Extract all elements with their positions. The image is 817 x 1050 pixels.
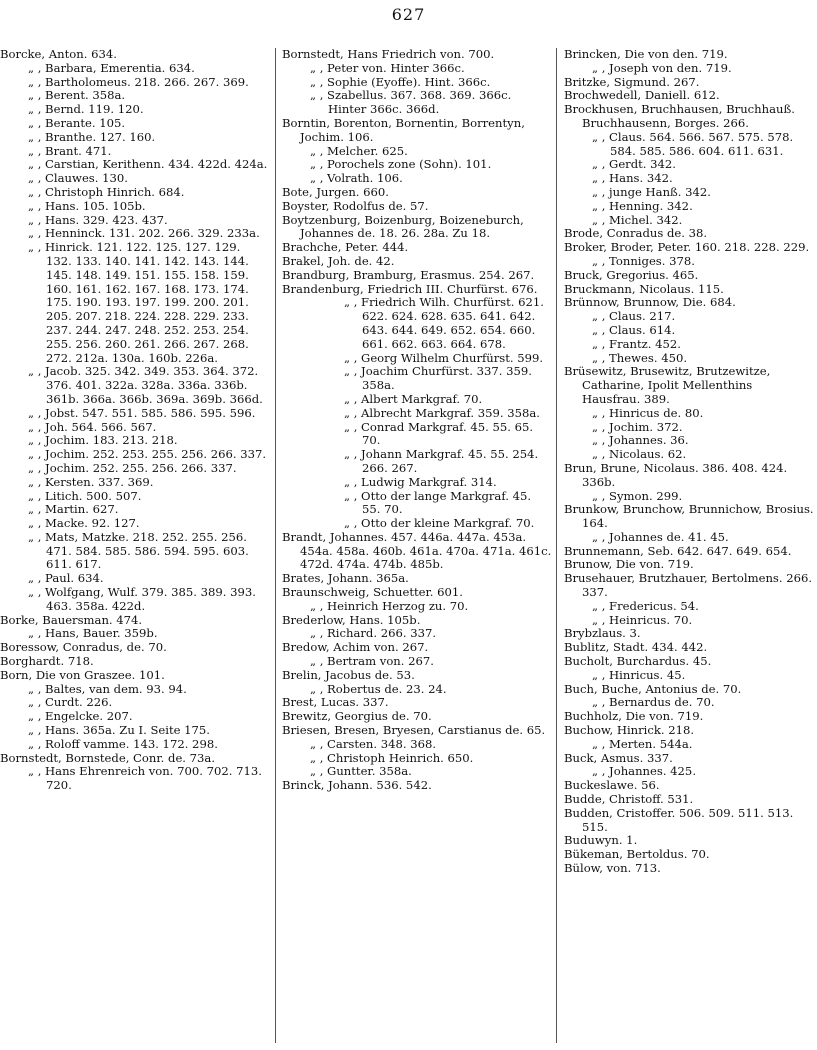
index-entry: Brode, Conradus de. 38. bbox=[564, 226, 708, 241]
index-entry: Bublitz, Stadt. 434. 442. bbox=[564, 640, 708, 655]
index-entry: „ , Georg Wilhelm Churfürst. 599. bbox=[344, 350, 544, 365]
index-entry: Brüsewitz, Brusewitz, Brutzewitze, Catharine, Ipolit Mellenthins Hausfrau. 389. bbox=[564, 364, 771, 406]
index-entry: „ , junge Hanß. 342. bbox=[592, 184, 711, 199]
index-entry: „ , Branthe. 127. 160. bbox=[28, 129, 156, 144]
index-entry: Brelin, Jacobus de. 53. bbox=[282, 667, 415, 682]
index-entry: „ , Bertram von. 267. bbox=[310, 654, 434, 669]
index-entry: Boytzenburg, Boizenburg, Boizeneburch, Johannes de. 18. 26. 28a. Zu 18. bbox=[282, 212, 524, 241]
index-entry: Brunkow, Brunchow, Brunnichow, Brosius. 164. bbox=[564, 502, 814, 531]
index-entry: „ , Peter von. Hinter 366c. bbox=[310, 60, 465, 75]
index-entry: Bucholt, Burchardus. 45. bbox=[564, 654, 712, 669]
index-entry: Brederlow, Hans. 105b. bbox=[282, 612, 421, 627]
index-entry: Bruck, Gregorius. 465. bbox=[564, 267, 699, 282]
index-entry: „ , Berent. 358a. bbox=[28, 88, 126, 103]
index-entry: „ , Wolfgang, Wulf. 379. 385. 389. 393. 463. 358a. 422d. bbox=[28, 585, 256, 613]
index-entry: „ , Melcher. 625. bbox=[310, 143, 408, 158]
index-entry: „ , Otto der lange Markgraf. 45. 55. 70. bbox=[344, 488, 532, 517]
index-entry: Bükeman, Bertoldus. 70. bbox=[564, 847, 710, 862]
index-entry: „ , Roloff vamme. 143. 172. 298. bbox=[28, 736, 218, 751]
index-column-2 bbox=[282, 48, 552, 793]
index-entry: „ , Michel. 342. bbox=[592, 212, 683, 227]
index-entry: „ , Clauwes. 130. bbox=[28, 171, 128, 186]
index-entry: Brandburg, Bramburg, Erasmus. 254. 267. bbox=[282, 267, 535, 282]
index-entry: „ , Bernardus de. 70. bbox=[592, 695, 715, 710]
index-entry: „ , Jochim. 252. 255. 256. 266. 337. bbox=[28, 460, 237, 475]
index-entry: „ , Szabellus. 367. 368. 369. 366c. Hinter 366c. 366d. bbox=[310, 88, 512, 117]
index-entry: „ , Volrath. 106. bbox=[310, 171, 403, 186]
index-entry: „ , Claus. 564. 566. 567. 575. 578. 584. 585. 586. 604. 611. 631. bbox=[592, 129, 794, 158]
index-entry: Borke, Bauersman. 474. bbox=[0, 612, 143, 627]
index-entry: Brest, Lucas. 337. bbox=[282, 695, 389, 710]
index-entry: „ , Christoph Heinrich. 650. bbox=[310, 750, 474, 765]
index-entry: „ , Mats, Matzke. 218. 252. 255. 256. 471. 584. 585. 586. 594. 595. 603. 611. 617. bbox=[28, 529, 249, 572]
index-entry: „ , Hans. 365a. Zu I. Seite 175. bbox=[28, 723, 210, 738]
index-entry: „ , Claus. 614. bbox=[592, 322, 676, 337]
index-entry: Brusehauer, Brutzhauer, Bertolmens. 266. 337. bbox=[564, 571, 813, 600]
index-entry: „ , Macke. 92. 127. bbox=[28, 516, 140, 531]
index-entry: „ , Claus. 217. bbox=[592, 309, 676, 324]
index-entry: Britzke, Sigmund. 267. bbox=[564, 74, 700, 89]
index-entry: Borntin, Borenton, Bornentin, Borrentyn, Jochim. 106. bbox=[282, 115, 525, 144]
index-entry: „ , Johannes. 425. bbox=[592, 764, 696, 779]
index-entry: Bredow, Achim von. 267. bbox=[282, 640, 429, 655]
index-entry: „ , Symon. 299. bbox=[592, 488, 683, 503]
index-entry: Brakel, Joh. de. 42. bbox=[282, 253, 395, 268]
index-entry: Bote, Jurgen. 660. bbox=[282, 184, 389, 199]
index-entry: „ , Richard. 266. 337. bbox=[310, 626, 437, 641]
index-entry: „ , Hans. 329. 423. 437. bbox=[28, 212, 168, 227]
column-divider bbox=[556, 48, 557, 1043]
index-entry: „ , Jacob. 325. 342. 349. 353. 364. 372. 376. 401. 322a. 328a. 336a. 336b. 361b. 366a. 366b. 369a. 369b. 366d. bbox=[28, 364, 263, 406]
index-entry: Brunow, Die von. 719. bbox=[564, 557, 694, 572]
index-entry: Broker, Broder, Peter. 160. 218. 228. 229. bbox=[564, 240, 810, 255]
index-entry: „ , Joseph von den. 719. bbox=[592, 60, 732, 75]
index-entry: „ , Robertus de. 23. 24. bbox=[310, 681, 447, 696]
index-entry: „ , Litich. 500. 507. bbox=[28, 488, 142, 503]
index-entry: „ , Hans. 105. 105b. bbox=[28, 198, 146, 213]
index-entry: „ , Christoph Hinrich. 684. bbox=[28, 184, 185, 199]
index-entry: „ , Joachim Churfürst. 337. 359. 358a. bbox=[344, 364, 532, 393]
index-entry: „ , Henninck. 131. 202. 266. 329. 233a. bbox=[28, 226, 260, 241]
index-entry: „ , Sophie (Eyoffe). Hint. 366c. bbox=[310, 74, 491, 89]
index-entry: „ , Curdt. 226. bbox=[28, 695, 113, 710]
index-entry: Buch, Buche, Antonius de. 70. bbox=[564, 681, 742, 696]
index-entry: Buchholz, Die von. 719. bbox=[564, 709, 704, 724]
index-entry: „ , Baltes, van dem. 93. 94. bbox=[28, 681, 187, 696]
index-entry: „ , Hans, Bauer. 359b. bbox=[28, 626, 158, 641]
index-entry: Brockhusen, Bruchhausen, Bruchhauß. Bruchhausenn, Borges. 266. bbox=[564, 102, 795, 130]
index-entry: „ , Heinricus. 70. bbox=[592, 612, 693, 627]
index-entry: Brates, Johann. 365a. bbox=[282, 571, 409, 586]
index-entry: Buduwyn. 1. bbox=[564, 833, 638, 848]
index-entry: Brünnow, Brunnow, Die. 684. bbox=[564, 295, 736, 310]
index-entry: „ , Brant. 471. bbox=[28, 143, 112, 158]
index-entry: Buck, Asmus. 337. bbox=[564, 750, 673, 765]
index-entry: „ , Jochim. 183. 213. 218. bbox=[28, 433, 178, 448]
index-entry: „ , Engelcke. 207. bbox=[28, 709, 133, 724]
index-entry: Borcke, Anton. 634. bbox=[0, 47, 117, 61]
index-entry: „ , Fredericus. 54. bbox=[592, 598, 699, 613]
index-entry: „ , Friedrich Wilh. Churfürst. 621. 622. 624. 628. 635. 641. 642. 643. 644. 649. 652. 654. 660. 661. 662. 663. 664. 678. bbox=[344, 295, 544, 351]
index-entry: „ , Jochim. 372. bbox=[592, 419, 683, 434]
index-entry: „ , Frantz. 452. bbox=[592, 336, 681, 351]
index-entry: „ , Bernd. 119. 120. bbox=[28, 102, 144, 117]
index-entry: „ , Johannes. 36. bbox=[592, 433, 689, 448]
index-entry: „ , Martin. 627. bbox=[28, 502, 119, 517]
index-entry: „ , Nicolaus. 62. bbox=[592, 447, 687, 462]
index-entry: „ , Heinrich Herzog zu. 70. bbox=[310, 598, 469, 613]
page-number: 627 bbox=[391, 5, 426, 24]
index-entry: Brybzlaus. 3. bbox=[564, 626, 641, 641]
index-entry: „ , Ludwig Markgraf. 314. bbox=[344, 474, 497, 489]
index-entry: „ , Jochim. 252. 253. 255. 256. 266. 337. bbox=[28, 447, 267, 462]
index-entry: „ , Johannes de. 41. 45. bbox=[592, 529, 729, 544]
index-entry: Brunnemann, Seb. 642. 647. 649. 654. bbox=[564, 543, 792, 558]
index-entry: „ , Hinrick. 121. 122. 125. 127. 129. 132. 133. 140. 141. 142. 143. 144. 145. 148. 149. 151. 155. 158. 159. 160. 161. 162. 167. 168. 173. 174. 175. 190. 193. 197. 199. 200. 201. 205. 207. 218. 224. 228. 229. 233. 237. 244. 247. 248. 252. 253. 254. 255. 256. 260. 261. 266. 267. 268. 272. 212a. 130a. 160b. 226a. bbox=[28, 240, 249, 365]
index-entry: „ , Thewes. 450. bbox=[592, 350, 688, 365]
index-entry: „ , Tonniges. 378. bbox=[592, 253, 695, 268]
index-entry: Boressow, Conradus, de. 70. bbox=[0, 640, 167, 655]
index-entry: „ , Guntter. 358a. bbox=[310, 764, 412, 779]
index-entry: Bülow, von. 713. bbox=[564, 861, 661, 876]
index-entry: „ , Henning. 342. bbox=[592, 198, 693, 213]
index-entry: Braunschweig, Schuetter. 601. bbox=[282, 585, 463, 600]
index-entry: „ , Otto der kleine Markgraf. 70. bbox=[344, 516, 535, 531]
index-entry: Brandenburg, Friedrich III. Churfürst. 676. bbox=[282, 281, 538, 296]
index-entry: „ , Johann Markgraf. 45. 55. 254. 266. 267. bbox=[344, 447, 539, 475]
index-entry: Born, Die von Graszee. 101. bbox=[0, 667, 165, 682]
index-entry: „ , Jobst. 547. 551. 585. 586. 595. 596. bbox=[28, 405, 256, 420]
index-entry: Bruckmann, Nicolaus. 115. bbox=[564, 281, 724, 296]
index-entry: Brochwedell, Daniell. 612. bbox=[564, 88, 720, 103]
index-entry: Brewitz, Georgius de. 70. bbox=[282, 709, 432, 724]
index-entry: „ , Conrad Markgraf. 45. 55. 65. 70. bbox=[344, 419, 534, 448]
index-entry: „ , Carsten. 348. 368. bbox=[310, 736, 437, 751]
index-entry: Buchow, Hinrick. 218. bbox=[564, 723, 695, 738]
index-entry: Budden, Cristoffer. 506. 509. 511. 513. 515. bbox=[564, 805, 794, 834]
index-entry: Budde, Christoff. 531. bbox=[564, 792, 694, 807]
index-entry: Bornstedt, Bornstede, Conr. de. 73a. bbox=[0, 750, 216, 765]
column-divider bbox=[275, 48, 276, 1043]
index-entry: „ , Hinricus. 45. bbox=[592, 667, 686, 682]
index-entry: „ , Hinricus de. 80. bbox=[592, 405, 704, 420]
index-entry: Bornstedt, Hans Friedrich von. 700. bbox=[282, 47, 495, 61]
index-entry: Briesen, Bresen, Bryesen, Carstianus de. 65. bbox=[282, 723, 546, 738]
index-entry: „ , Hans. 342. bbox=[592, 171, 673, 186]
index-entry: „ , Joh. 564. 566. 567. bbox=[28, 419, 157, 434]
index-entry: Brun, Brune, Nicolaus. 386. 408. 424. 336b. bbox=[564, 460, 788, 489]
index-entry: „ , Kersten. 337. 369. bbox=[28, 474, 154, 489]
index-entry: „ , Merten. 544a. bbox=[592, 736, 693, 751]
index-entry: „ , Albrecht Markgraf. 359. 358a. bbox=[344, 405, 540, 420]
index-entry: Borghardt. 718. bbox=[0, 654, 94, 669]
index-entry: „ , Albert Markgraf. 70. bbox=[344, 391, 483, 406]
index-entry: Brinck, Johann. 536. 542. bbox=[282, 778, 432, 793]
index-entry: Boyster, Rodolfus de. 57. bbox=[282, 198, 429, 213]
index-entry: Brandt, Johannes. 457. 446a. 447a. 453a. 454a. 458a. 460b. 461a. 470a. 471a. 461c. 472d. 474a. 474b. 485b. bbox=[282, 529, 552, 572]
index-entry: Brachche, Peter. 444. bbox=[282, 240, 409, 255]
index-entry: „ , Barbara, Emerentia. 634. bbox=[28, 60, 195, 75]
index-entry: „ , Berante. 105. bbox=[28, 115, 126, 130]
index-entry: „ , Bartholomeus. 218. 266. 267. 369. bbox=[28, 74, 249, 89]
index-entry: Brincken, Die von den. 719. bbox=[564, 47, 728, 61]
index-column-3 bbox=[564, 48, 814, 876]
index-entry: „ , Porochels zone (Sohn). 101. bbox=[310, 157, 492, 172]
index-entry: „ , Hans Ehrenreich von. 700. 702. 713. 720. bbox=[28, 764, 262, 793]
index-entry: „ , Gerdt. 342. bbox=[592, 157, 676, 172]
index-entry: „ , Paul. 634. bbox=[28, 571, 104, 586]
index-entry: „ , Carstian, Kerithenn. 434. 422d. 424a. bbox=[28, 157, 268, 172]
index-entry: Buckeslawe. 56. bbox=[564, 778, 660, 793]
index-column-1 bbox=[0, 48, 268, 793]
